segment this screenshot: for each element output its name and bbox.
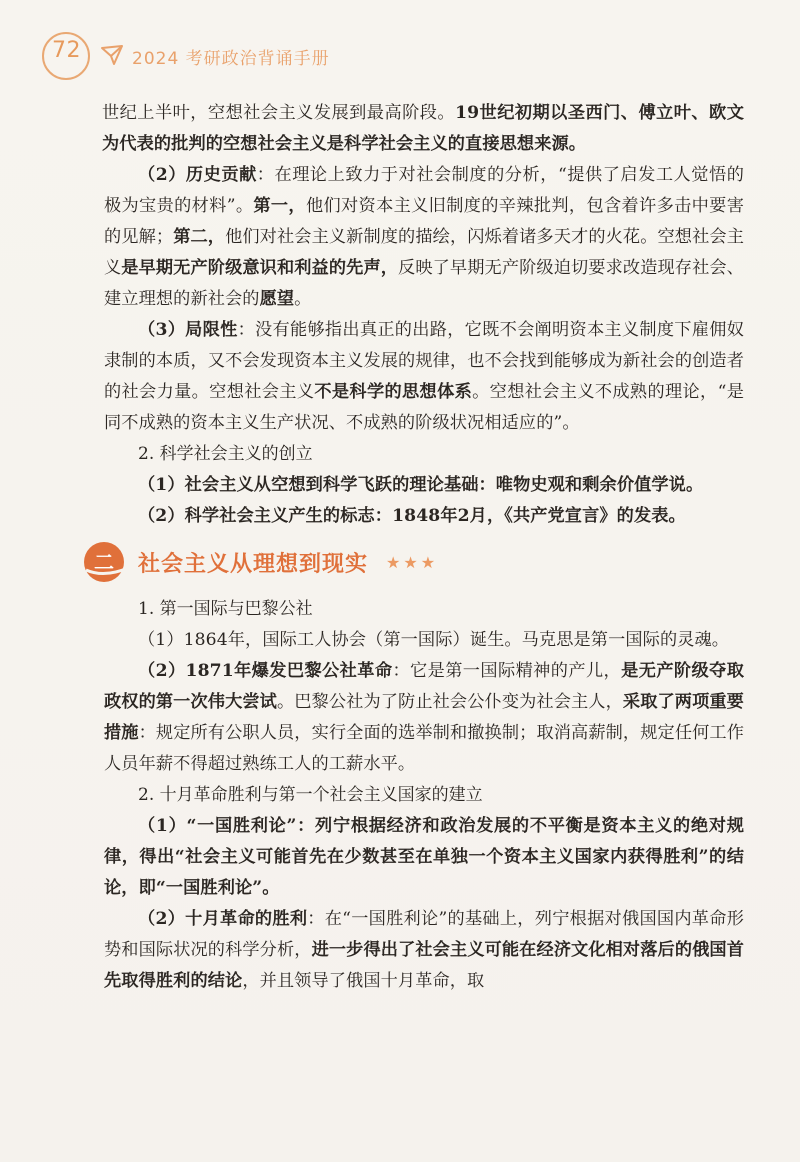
paragraph-theoretical-basis: （1）社会主义从空想到科学飞跃的理论基础：唯物史观和剩余价值学说。 bbox=[138, 475, 704, 495]
page-header bbox=[0, 0, 800, 90]
subheading-october-revolution: 2. 十月革命胜利与第一个社会主义国家的建立 bbox=[138, 785, 483, 805]
emphasis-text: 第一， bbox=[253, 196, 306, 216]
paragraph-landmark bbox=[104, 501, 744, 532]
section-title: 社会主义从理想到现实 bbox=[138, 551, 369, 577]
section-badge-number: 二 bbox=[94, 550, 114, 574]
paragraph-paris-commune bbox=[104, 656, 744, 780]
paragraph-label: （2）1871年爆发巴黎公社革命 bbox=[138, 661, 393, 681]
emphasis-text: 进一步得出了社会主义可能在经济文化相对落后的俄国首先取得胜利的结论 bbox=[104, 940, 744, 991]
paragraph-first-international: （1）1864年，国际工人协会（第一国际）诞生。马克思是第一国际的灵魂。 bbox=[138, 630, 730, 650]
text: 他们对社会主义新制度的描绘，闪烁着诸多天才的火花。空想社会主义 bbox=[104, 227, 744, 278]
emphasis-text: 是早期无产阶级意识和利益的先声， bbox=[121, 258, 399, 278]
text: ：在理论上致力于对社会制度的分析，“提供了启发工人觉悟的极为宝贵的材料”。 bbox=[104, 165, 744, 216]
text: 他们对资本主义旧制度的辛辣批判，包含着许多击中要害的见解； bbox=[104, 196, 744, 247]
text: 。巴黎公社为了防止社会公仆变为社会主人， bbox=[276, 692, 623, 712]
importance-stars: ★★★ bbox=[386, 552, 439, 572]
text: ：它是第一国际精神的产儿， bbox=[392, 661, 622, 681]
text: 反映了早期无产阶级迫切要求改造现存社会、建立理想的新社会的 bbox=[104, 258, 744, 309]
paragraph-limitations bbox=[104, 315, 744, 439]
book-title: 2024 考研政治背诵手册 bbox=[132, 49, 330, 69]
text: ：在“一国胜利论”的基础上，列宁根据对俄国国内革命形势和国际状况的科学分析， bbox=[104, 909, 744, 960]
emphasis-text: 第二， bbox=[173, 227, 226, 247]
paragraph-label: （2）科学社会主义产生的标志： bbox=[138, 506, 393, 526]
emphasis-text: 1848年2月，《共产党宣言》的发表。 bbox=[392, 506, 686, 526]
text: 。 bbox=[294, 289, 312, 309]
emphasis-text: 19世纪初期以圣西门、傅立叶、欧文为代表的批判的空想社会主义是科学社会主义的直接思想来源。 bbox=[102, 103, 744, 154]
paragraph-single-country-victory: （1）“一国胜利论”：列宁根据经济和政治发展的不平衡是资本主义的绝对规律，得出“社会主义可能首先在少数甚至在单独一个资本主义国家内获得胜利”的结论，即“一国胜利论”。 bbox=[104, 816, 744, 898]
paragraph-1 bbox=[102, 98, 744, 160]
paragraph-label: （2）十月革命的胜利 bbox=[138, 909, 308, 929]
text: 。空想社会主义不成熟的理论，“是同不成熟的资本主义生产状况、不成熟的阶级状况相适应的”。 bbox=[104, 382, 745, 433]
emphasis-text: 不是科学的思想体系 bbox=[314, 382, 473, 402]
emphasis-text: 是无产阶级夺取政权的第一次伟大尝试 bbox=[104, 661, 745, 712]
paragraph-label: （2）历史贡献 bbox=[138, 165, 257, 185]
section-badge bbox=[82, 538, 130, 586]
text: ：规定所有公职人员，实行全面的选举制和撤换制；取消高薪制，规定任何工作人员年薪不得超过熟练工人的工薪水平。 bbox=[104, 723, 744, 774]
paragraph-october-revolution bbox=[104, 904, 744, 997]
text: ：没有能够指出真正的出路，它既不会阐明资本主义制度下雇佣奴隶制的本质，又不会发现资本主义发展的规律，也不会找到能够成为新社会的创造者的社会力量。空想社会主义 bbox=[104, 320, 745, 402]
page-number: 72 bbox=[52, 38, 81, 63]
emphasis-text: 愿望 bbox=[259, 289, 295, 309]
text: ，并且领导了俄国十月革命，取 bbox=[242, 971, 485, 991]
text: 世纪上半叶，空想社会主义发展到最高阶段。 bbox=[102, 103, 456, 123]
section-badge-shape bbox=[82, 538, 130, 586]
page-content bbox=[94, 98, 745, 997]
paragraph-historical-contribution bbox=[104, 160, 744, 315]
paper-plane-icon bbox=[100, 44, 124, 66]
emphasis-text: 采取了两项重要措施 bbox=[104, 692, 744, 743]
subheading-first-international: 1. 第一国际与巴黎公社 bbox=[138, 599, 313, 619]
paragraph-label: （3）局限性 bbox=[138, 320, 238, 340]
subheading-founding-of-scientific-socialism: 2. 科学社会主义的创立 bbox=[138, 444, 313, 464]
section-heading bbox=[82, 534, 744, 590]
